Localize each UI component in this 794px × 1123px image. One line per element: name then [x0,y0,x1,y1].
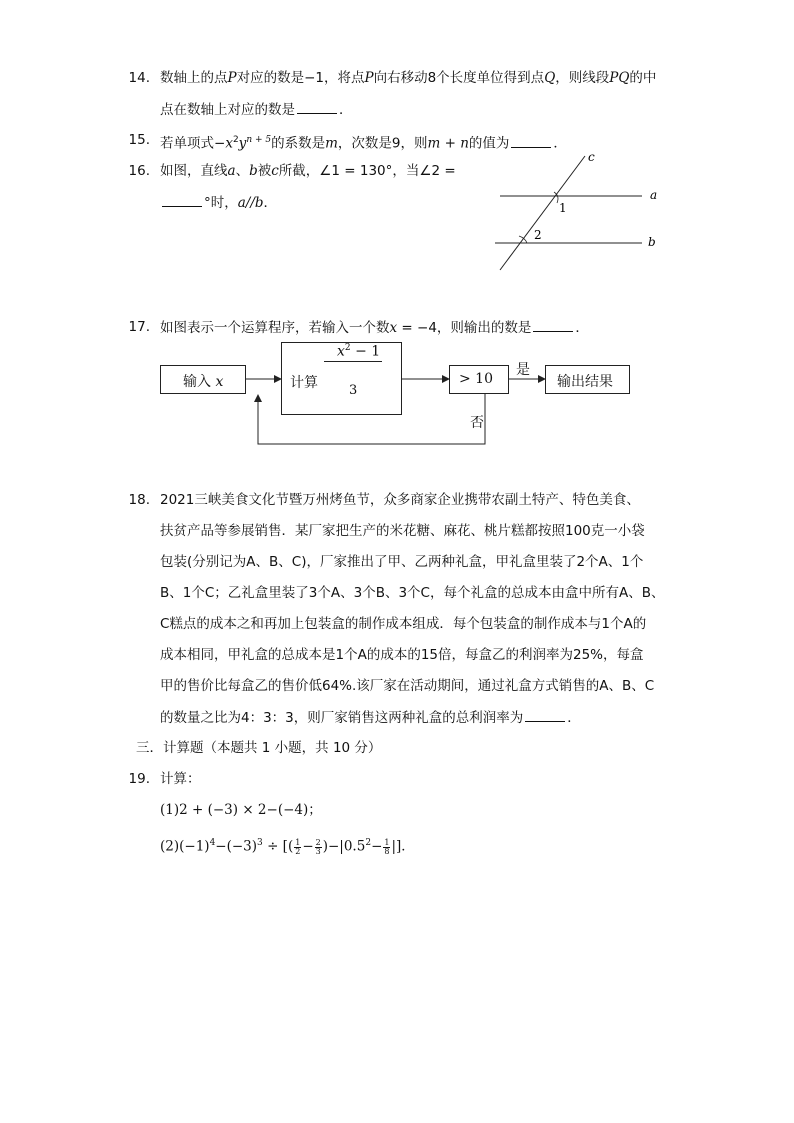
label-angle-1: 1 [559,201,567,215]
flow-input-box: 输入 x [160,365,246,394]
q18-number: 18. [128,492,150,508]
answer-blank[interactable] [525,707,565,722]
flow-output-box: 输出结果 [545,365,630,394]
q18-line3: 包装(分别记为A、B、C)，厂家推出了甲、乙两种礼盒，甲礼盒里装了2个A、1个 [160,554,644,570]
section-heading: 三．计算题（本题共 1 小题，共 10 分） [136,740,382,756]
q16-number: 16. [128,163,150,179]
q16-line1: 如图，直线a、b被c所截，∠1 = 130°，当∠2 = [160,163,456,179]
q14-line2: 点在数轴上对应的数是 ． [160,99,353,120]
q14-number: 14. [128,70,150,86]
flow-condition-box: > 10 [449,365,509,394]
q15-text: 若单项式$-x^2y^{n + 5}$的系数是m，次数是9，则m + n的值为 ． [160,130,567,154]
q18-line1: 2021三峡美食文化节暨万州烤鱼节，众多商家企业携带农副土特产、特色美食、 [160,492,640,508]
q15-number: 15. [128,132,150,148]
q19-number: 19. [128,771,150,787]
q19-part1: (1)2 + (−3) × 2−(−4)； [160,802,322,818]
q18-line2: 扶贫产品等参展销售．某厂家把生产的米花糖、麻花、桃片糕都按照100克一小袋 [160,523,645,539]
q18-line8: 的数量之比为4：3：3，则厂家销售这两种礼盒的总利润率为 ． [160,707,581,728]
flow-no-label: 否 [470,415,484,431]
q18-line6: 成本相同，甲礼盒的总成本是1个A的成本的15倍，每盒乙的利润率为25%，每盒 [160,647,644,663]
q17-number: 17. [128,319,150,335]
q19-title: 计算： [160,771,201,787]
label-c: c [588,150,595,164]
label-b: b [648,235,656,249]
q18-line5: C糕点的成本之和再加上包装盒的制作成本组成．每个包装盒的制作成本与1个A的 [160,616,647,632]
flow-yes-label: 是 [516,362,530,378]
fraction-bar [324,361,382,362]
q19-part2: $(2)(-1)^4-(-3)^3$ ÷ [( $\frac{1}{2}$ − $\frac{2}{3}$ )$-|0.5^2-$ $\frac{1}{8}$ |]． [160,837,415,856]
q14-line1: 数轴上的点P对应的数是−1，将点P向右移动8个长度单位得到点Q，则线段PQ的中 [160,70,657,86]
q17-text: 如图表示一个运算程序，若输入一个数x = −4，则输出的数是 ． [160,317,589,338]
q18-line7: 甲的售价比每盒乙的售价低64%.该厂家在活动期间，通过礼盒方式销售的A、B、C [160,678,655,694]
q18-line4: B、1个C；乙礼盒里装了3个A、3个B、3个C，每个礼盒的总成本由盒中所有A、B、 [160,585,665,601]
flow-calc-box: 计算 $x^2 - 1$ 3 [281,342,402,415]
q16-line2: °时，a//b． [160,192,277,213]
label-a: a [650,188,658,202]
label-angle-2: 2 [534,228,542,242]
